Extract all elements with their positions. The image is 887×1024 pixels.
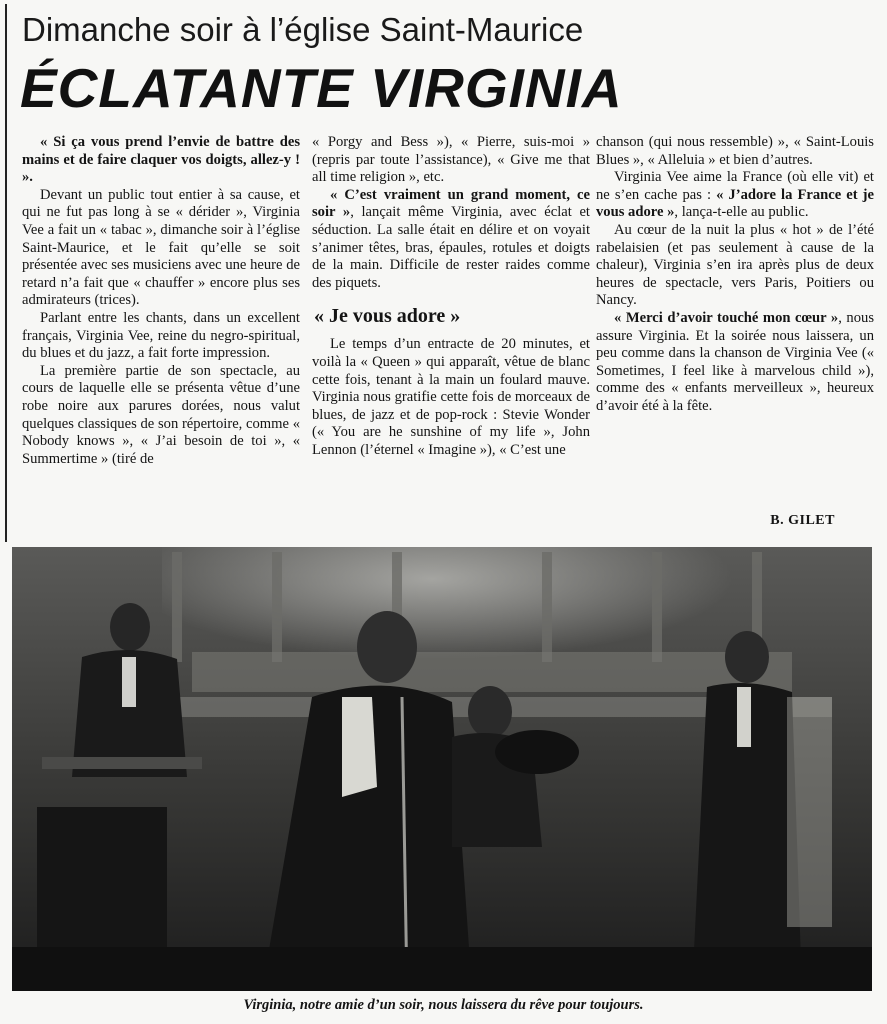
kicker: Dimanche soir à l’église Saint-Maurice [22, 11, 584, 48]
paragraph-rest: , lançait même Virginia, avec éclat et séduction. La salle était en délire et on voyait s’animer têtes, bras, épaules, rotules et doigts de la main. Difficile de rester raides comme des piquets. [312, 204, 590, 291]
concert-photo [12, 547, 872, 991]
quote-bold: « C’est vraiment un grand moment, ce soir » [312, 186, 590, 221]
paragraph-rest: , nous assure Virginia. Et la soirée nous laissera, un peu comme dans la chanson de Virginia Vee (« Sometimes, I feel like à marvelous child »), comme des « enfants merveilleux », heureux d’avoir été à la fête. [596, 309, 874, 414]
paragraph: Devant un public tout entier à sa cause, et qui ne fut pas long à se « dérider », Virginia Vee a fait un « tabac », dimanche soir à l’église Saint-Maurice, et le fait qu’elle se soit présentée avec ses musiciens avec une heure de retard n’a fait que « chauffer » encore plus ses admirateurs (trices). [22, 186, 300, 309]
photo-caption: Virginia, notre amie d’un soir, nous laissera du rêve pour toujours. [243, 997, 644, 1013]
article-column-1 [22, 134, 300, 468]
paragraph: « Porgy and Bess »), « Pierre, suis-moi » (repris par toute l’assistance), « Give me that all time religion », etc. [312, 134, 590, 186]
paragraph: La première partie de son spectacle, au cours de laquelle elle se présenta vêtue d’une robe noire aux parures dorées, nous valut quelques classiques de son répertoire, comme « Nobody knows », « J’ai besoin de toi », « Summertime » (tiré de [22, 362, 300, 467]
lead-quote: « Si ça vous prend l’envie de battre des mains et de faire claquer vos doigts, allez-y ! ». [22, 134, 300, 186]
subheading: « Je vous adore » [314, 305, 461, 328]
quote-bold: « J’adore la France et je vous adore » [596, 186, 874, 221]
author-signature: B. GILET [770, 513, 835, 528]
paragraph: Au cœur de la nuit la plus « hot » de l’été rabelaisien (et pas seulement à cause de la chaleur), Virginia s’en ira après plus de deux heures de spectacle, vers Paris, Poitiers ou Nancy. [596, 221, 874, 309]
headline: ÉCLATANTE VIRGINIA [20, 57, 623, 119]
paragraph [596, 169, 874, 222]
article-column-3 [596, 134, 874, 416]
paragraph-start: Virginia Vee aime la France (où elle vit) et ne s’en cache pas : [596, 169, 874, 203]
quote-bold: « Merci d’avoir touché mon cœur » [614, 309, 839, 326]
paragraph [596, 310, 874, 416]
paragraph: Parlant entre les chants, dans un excellent français, Virginia Vee, reine du negro-spiritual, du blues et du jazz, a fait forte impression. [22, 309, 300, 362]
paragraph-rest: , lança-t-elle au public. [674, 204, 809, 221]
paragraph: Le temps d’un entracte de 20 minutes, et voilà la « Queen » qui apparaît, vêtue de blanc cette fois, tenant à la main un foulard mauve. Virginia nous gratifie cette fois de morceaux de blues, de jazz et de pop-rock : Stevie Wonder (« You are he sunshine of my life », John Lennon (l’éternel « Imagine »), « C’est une [312, 336, 590, 458]
paragraph [312, 187, 590, 293]
article-column-2 [312, 134, 590, 460]
column-rule [5, 4, 7, 542]
concert-photo-illustration [12, 547, 872, 991]
paragraph: chanson (qui nous ressemble) », « Saint-Louis Blues », « Alleluia » et bien d’autres. [596, 134, 874, 168]
